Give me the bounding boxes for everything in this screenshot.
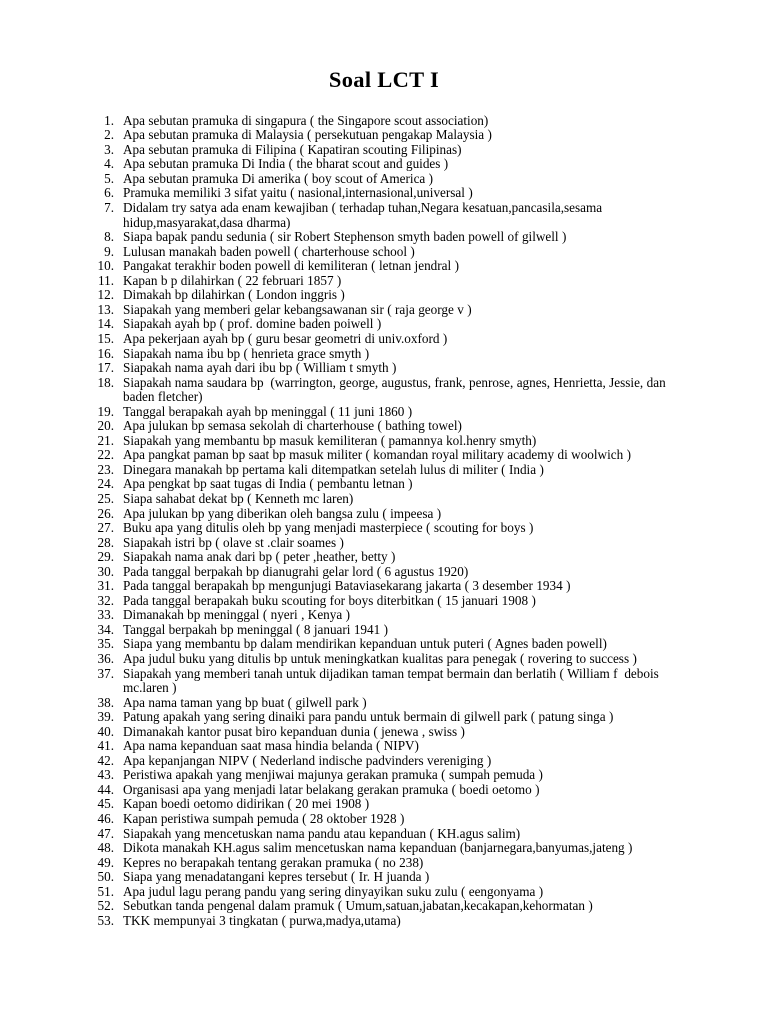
question-text: Pada tanggal berapakah bp mengunjugi Bataviasekarang jakarta ( 3 desember 1934 )	[123, 578, 571, 594]
question-number: 16.	[97, 345, 114, 361]
question-number: 33.	[97, 607, 114, 623]
question-number: 50.	[97, 869, 114, 885]
question-item	[88, 536, 696, 551]
question-text: Siapakah yang memberi gelar kebangsawanan sir ( raja george v )	[123, 301, 472, 317]
question-item	[88, 230, 696, 245]
question-item	[88, 797, 696, 812]
question-item	[88, 128, 696, 143]
question-text: Dikota manakah KH.agus salim mencetuskan nama kepanduan (banjarnegara,banyumas,jateng )	[123, 840, 633, 856]
question-item	[88, 201, 696, 230]
question-item	[88, 696, 696, 711]
question-number: 5.	[104, 170, 114, 186]
question-number: 31.	[97, 578, 114, 594]
question-item	[88, 783, 696, 798]
question-item	[88, 594, 696, 609]
question-number: 34.	[97, 621, 114, 637]
question-number: 9.	[104, 243, 114, 259]
question-text: Siapakah nama ayah dari ibu bp ( William t smyth )	[123, 360, 397, 376]
question-item	[88, 259, 696, 274]
question-text: Sebutkan tanda pengenal dalam pramuk ( Umum,satuan,jabatan,kecakapan,kehormatan )	[123, 898, 593, 914]
question-item	[88, 768, 696, 783]
question-item	[88, 550, 696, 565]
question-text: Dimakah bp dilahirkan ( London inggris )	[123, 287, 345, 303]
question-number: 3.	[104, 141, 114, 157]
question-text: Siapakah yang mencetuskan nama pandu atau kepanduan ( KH.agus salim)	[123, 825, 521, 841]
question-item	[88, 521, 696, 536]
question-item	[88, 477, 696, 492]
question-text: Organisasi apa yang menjadi latar belakang gerakan pramuka ( boedi oetomo )	[123, 781, 540, 797]
question-text: Apa julukan bp semasa sekolah di charterhouse ( bathing towel)	[123, 418, 462, 434]
question-text: Siapakah nama anak dari bp ( peter ,heather, betty )	[123, 549, 396, 565]
question-number: 32.	[97, 592, 114, 608]
question-item	[88, 637, 696, 652]
question-number: 14.	[97, 316, 114, 332]
question-item	[88, 274, 696, 289]
question-number: 13.	[97, 301, 114, 317]
question-text: Siapa bapak pandu sedunia ( sir Robert Stephenson smyth baden powell of gilwell )	[123, 229, 567, 245]
question-item	[88, 434, 696, 449]
question-text: Apa pekerjaan ayah bp ( guru besar geometri di univ.oxford )	[123, 330, 448, 346]
question-text: Kapan peristiwa sumpah pemuda ( 28 oktober 1928 )	[123, 811, 405, 826]
question-item	[88, 303, 696, 318]
question-number: 21.	[97, 432, 114, 448]
question-text: Apa sebutan pramuka di Filipina ( Kapatiran scouting Filipinas)	[123, 141, 462, 157]
question-number: 46.	[97, 811, 114, 826]
question-item	[88, 186, 696, 201]
question-number: 37.	[97, 665, 114, 681]
question-number: 30.	[97, 563, 114, 579]
question-number: 41.	[97, 738, 114, 754]
question-number: 12.	[97, 287, 114, 303]
question-text: Lulusan manakah baden powell ( charterhouse school )	[123, 243, 415, 259]
question-text: Siapakah yang memberi tanah untuk dijadikan taman tempat bermain dan berlatih ( William f debois mc.laren )	[123, 665, 663, 696]
question-text: Apa judul buku yang ditulis bp untuk meningkatkan kualitas para penegak ( rovering to success )	[123, 650, 637, 666]
question-number: 45.	[97, 796, 114, 812]
question-text: Apa pengkat bp saat tugas di India ( pembantu letnan )	[123, 476, 413, 492]
question-number: 29.	[97, 549, 114, 565]
question-number: 8.	[104, 229, 114, 245]
question-text: Pramuka memiliki 3 sifat yaitu ( nasional,internasional,universal )	[123, 185, 473, 201]
question-text: Siapa yang menadatangani kepres tersebut ( Ir. H juanda )	[123, 869, 430, 885]
question-number: 15.	[97, 330, 114, 346]
question-item	[88, 579, 696, 594]
question-text: Apa kepanjangan NIPV ( Nederland indische padvinders vereniging )	[123, 752, 492, 768]
question-text: Siapakah nama saudara bp (warrington, george, augustus, frank, penrose, agnes, Henrietta, Jessie, dan baden fletcher)	[123, 374, 670, 405]
question-text: Apa sebutan pramuka Di amerika ( boy scout of America )	[123, 170, 434, 186]
question-item	[88, 332, 696, 347]
question-number: 24.	[97, 476, 114, 492]
question-number: 40.	[97, 723, 114, 739]
question-item	[88, 347, 696, 362]
question-text: Apa sebutan pramuka di singapura ( the Singapore scout association)	[123, 112, 489, 128]
question-item	[88, 317, 696, 332]
question-item	[88, 492, 696, 507]
question-text: Pangakat terakhir boden powell di kemiliteran ( letnan jendral )	[123, 258, 459, 274]
question-number: 44.	[97, 781, 114, 797]
question-item	[88, 725, 696, 740]
question-item	[88, 914, 696, 929]
question-item	[88, 870, 696, 885]
question-text: Apa pangkat paman bp saat bp masuk militer ( komandan royal military academy di woolwich )	[123, 447, 631, 463]
question-number: 26.	[97, 505, 114, 521]
question-number: 52.	[97, 898, 114, 914]
question-text: Apa nama taman yang bp buat ( gilwell park )	[123, 694, 367, 710]
question-item	[88, 143, 696, 158]
question-number: 35.	[97, 636, 114, 652]
question-number: 4.	[104, 156, 114, 172]
question-item	[88, 172, 696, 187]
question-number: 2.	[104, 127, 114, 143]
question-number: 48.	[97, 840, 114, 856]
question-item	[88, 565, 696, 580]
question-number: 7.	[104, 200, 114, 216]
question-item	[88, 739, 696, 754]
question-text: Pada tanggal berpakah bp dianugrahi gelar lord ( 6 agustus 1920)	[123, 563, 469, 579]
question-item	[88, 361, 696, 376]
question-text: Siapakah yang membantu bp masuk kemiliteran ( pamannya kol.henry smyth)	[123, 432, 537, 448]
question-item	[88, 507, 696, 522]
question-text: Dinegara manakah bp pertama kali ditempatkan setelah lulus di militer ( India )	[123, 461, 544, 477]
question-text: Apa sebutan pramuka Di India ( the bharat scout and guides )	[123, 156, 449, 172]
question-text: Siapa sahabat dekat bp ( Kenneth mc laren)	[123, 490, 354, 506]
question-number: 27.	[97, 520, 114, 536]
question-number: 20.	[97, 418, 114, 434]
question-item	[88, 448, 696, 463]
question-text: Siapakah nama ibu bp ( henrieta grace smyth )	[123, 345, 370, 361]
question-number: 17.	[97, 360, 114, 376]
question-item	[88, 463, 696, 478]
page-title: Soal LCT I	[328, 67, 440, 92]
question-text: Apa sebutan pramuka di Malaysia ( persekutuan pengakap Malaysia )	[123, 127, 492, 143]
question-item	[88, 667, 696, 696]
question-item	[88, 376, 696, 405]
question-list	[0, 93, 768, 929]
question-item	[88, 827, 696, 842]
question-item	[88, 245, 696, 260]
question-text: Siapa yang membantu bp dalam mendirikan kepanduan untuk puteri ( Agnes baden powell)	[123, 636, 607, 652]
question-number: 36.	[97, 650, 114, 666]
question-text: Apa julukan bp yang diberikan oleh bangsa zulu ( impeesa )	[123, 505, 442, 521]
question-number: 28.	[97, 534, 114, 550]
question-text: Peristiwa apakah yang menjiwai majunya gerakan pramuka ( sumpah pemuda )	[123, 767, 543, 783]
question-number: 11.	[98, 272, 114, 288]
question-number: 6.	[104, 185, 114, 201]
question-text: Dimanakah kantor pusat biro kepanduan dunia ( jenewa , swiss )	[123, 723, 465, 739]
question-item	[88, 623, 696, 638]
question-text: Tanggal berpakah bp meninggal ( 8 januari 1941 )	[123, 621, 389, 637]
question-text: Apa nama kepanduan saat masa hindia belanda ( NIPV)	[123, 738, 419, 754]
question-number: 38.	[97, 694, 114, 710]
question-text: Siapakah istri bp ( olave st .clair soames )	[123, 534, 344, 550]
question-item	[88, 652, 696, 667]
question-number: 1.	[104, 112, 114, 128]
question-item	[88, 608, 696, 623]
question-item	[88, 856, 696, 871]
question-number: 43.	[97, 767, 114, 783]
question-item	[88, 899, 696, 914]
question-text: Siapakah ayah bp ( prof. domine baden poiwell )	[123, 316, 382, 332]
question-item	[88, 405, 696, 420]
question-text: Kepres no berapakah tentang gerakan pramuka ( no 238)	[123, 854, 424, 870]
question-number: 47.	[97, 825, 114, 841]
question-item	[88, 288, 696, 303]
question-number: 23.	[97, 461, 114, 477]
question-text: Pada tanggal berapakah buku scouting for boys diterbitkan ( 15 januari 1908 )	[123, 592, 536, 608]
question-text: Apa judul lagu perang pandu yang sering dinyayikan suku zulu ( eengonyama )	[123, 883, 544, 899]
question-text: Kapan b p dilahirkan ( 22 februari 1857 )	[123, 272, 342, 288]
question-item	[88, 710, 696, 725]
question-number: 10.	[97, 258, 114, 274]
question-item	[88, 157, 696, 172]
question-number: 39.	[97, 709, 114, 725]
question-text: Tanggal berapakah ayah bp meninggal ( 11 juni 1860 )	[123, 403, 413, 419]
question-number: 51.	[97, 883, 114, 899]
question-text: TKK mempunyai 3 tingkatan ( purwa,madya,utama)	[123, 912, 401, 928]
question-number: 22.	[97, 447, 114, 463]
question-item	[88, 841, 696, 856]
question-number: 53.	[97, 912, 114, 928]
question-text: Dimanakah bp meninggal ( nyeri , Kenya )	[123, 607, 351, 623]
question-text: Buku apa yang ditulis oleh bp yang menjadi masterpiece ( scouting for boys )	[123, 520, 534, 536]
question-item	[88, 812, 696, 827]
question-text: Kapan boedi oetomo didirikan ( 20 mei 1908 )	[123, 796, 370, 812]
question-text: Didalam try satya ada enam kewajiban ( terhadap tuhan,Negara kesatuan,pancasila,sesama hidup,masyarakat,dasa dharma)	[123, 200, 606, 230]
question-number: 49.	[97, 854, 114, 870]
question-text: Patung apakah yang sering dinaiki para pandu untuk bermain di gilwell park ( patung singa )	[123, 709, 614, 725]
question-item	[88, 419, 696, 434]
question-number: 19.	[97, 403, 114, 419]
question-item	[88, 114, 696, 129]
question-number: 42.	[97, 752, 114, 768]
question-number: 18.	[97, 374, 114, 390]
question-item	[88, 885, 696, 900]
question-number: 25.	[97, 490, 114, 506]
question-item	[88, 754, 696, 769]
